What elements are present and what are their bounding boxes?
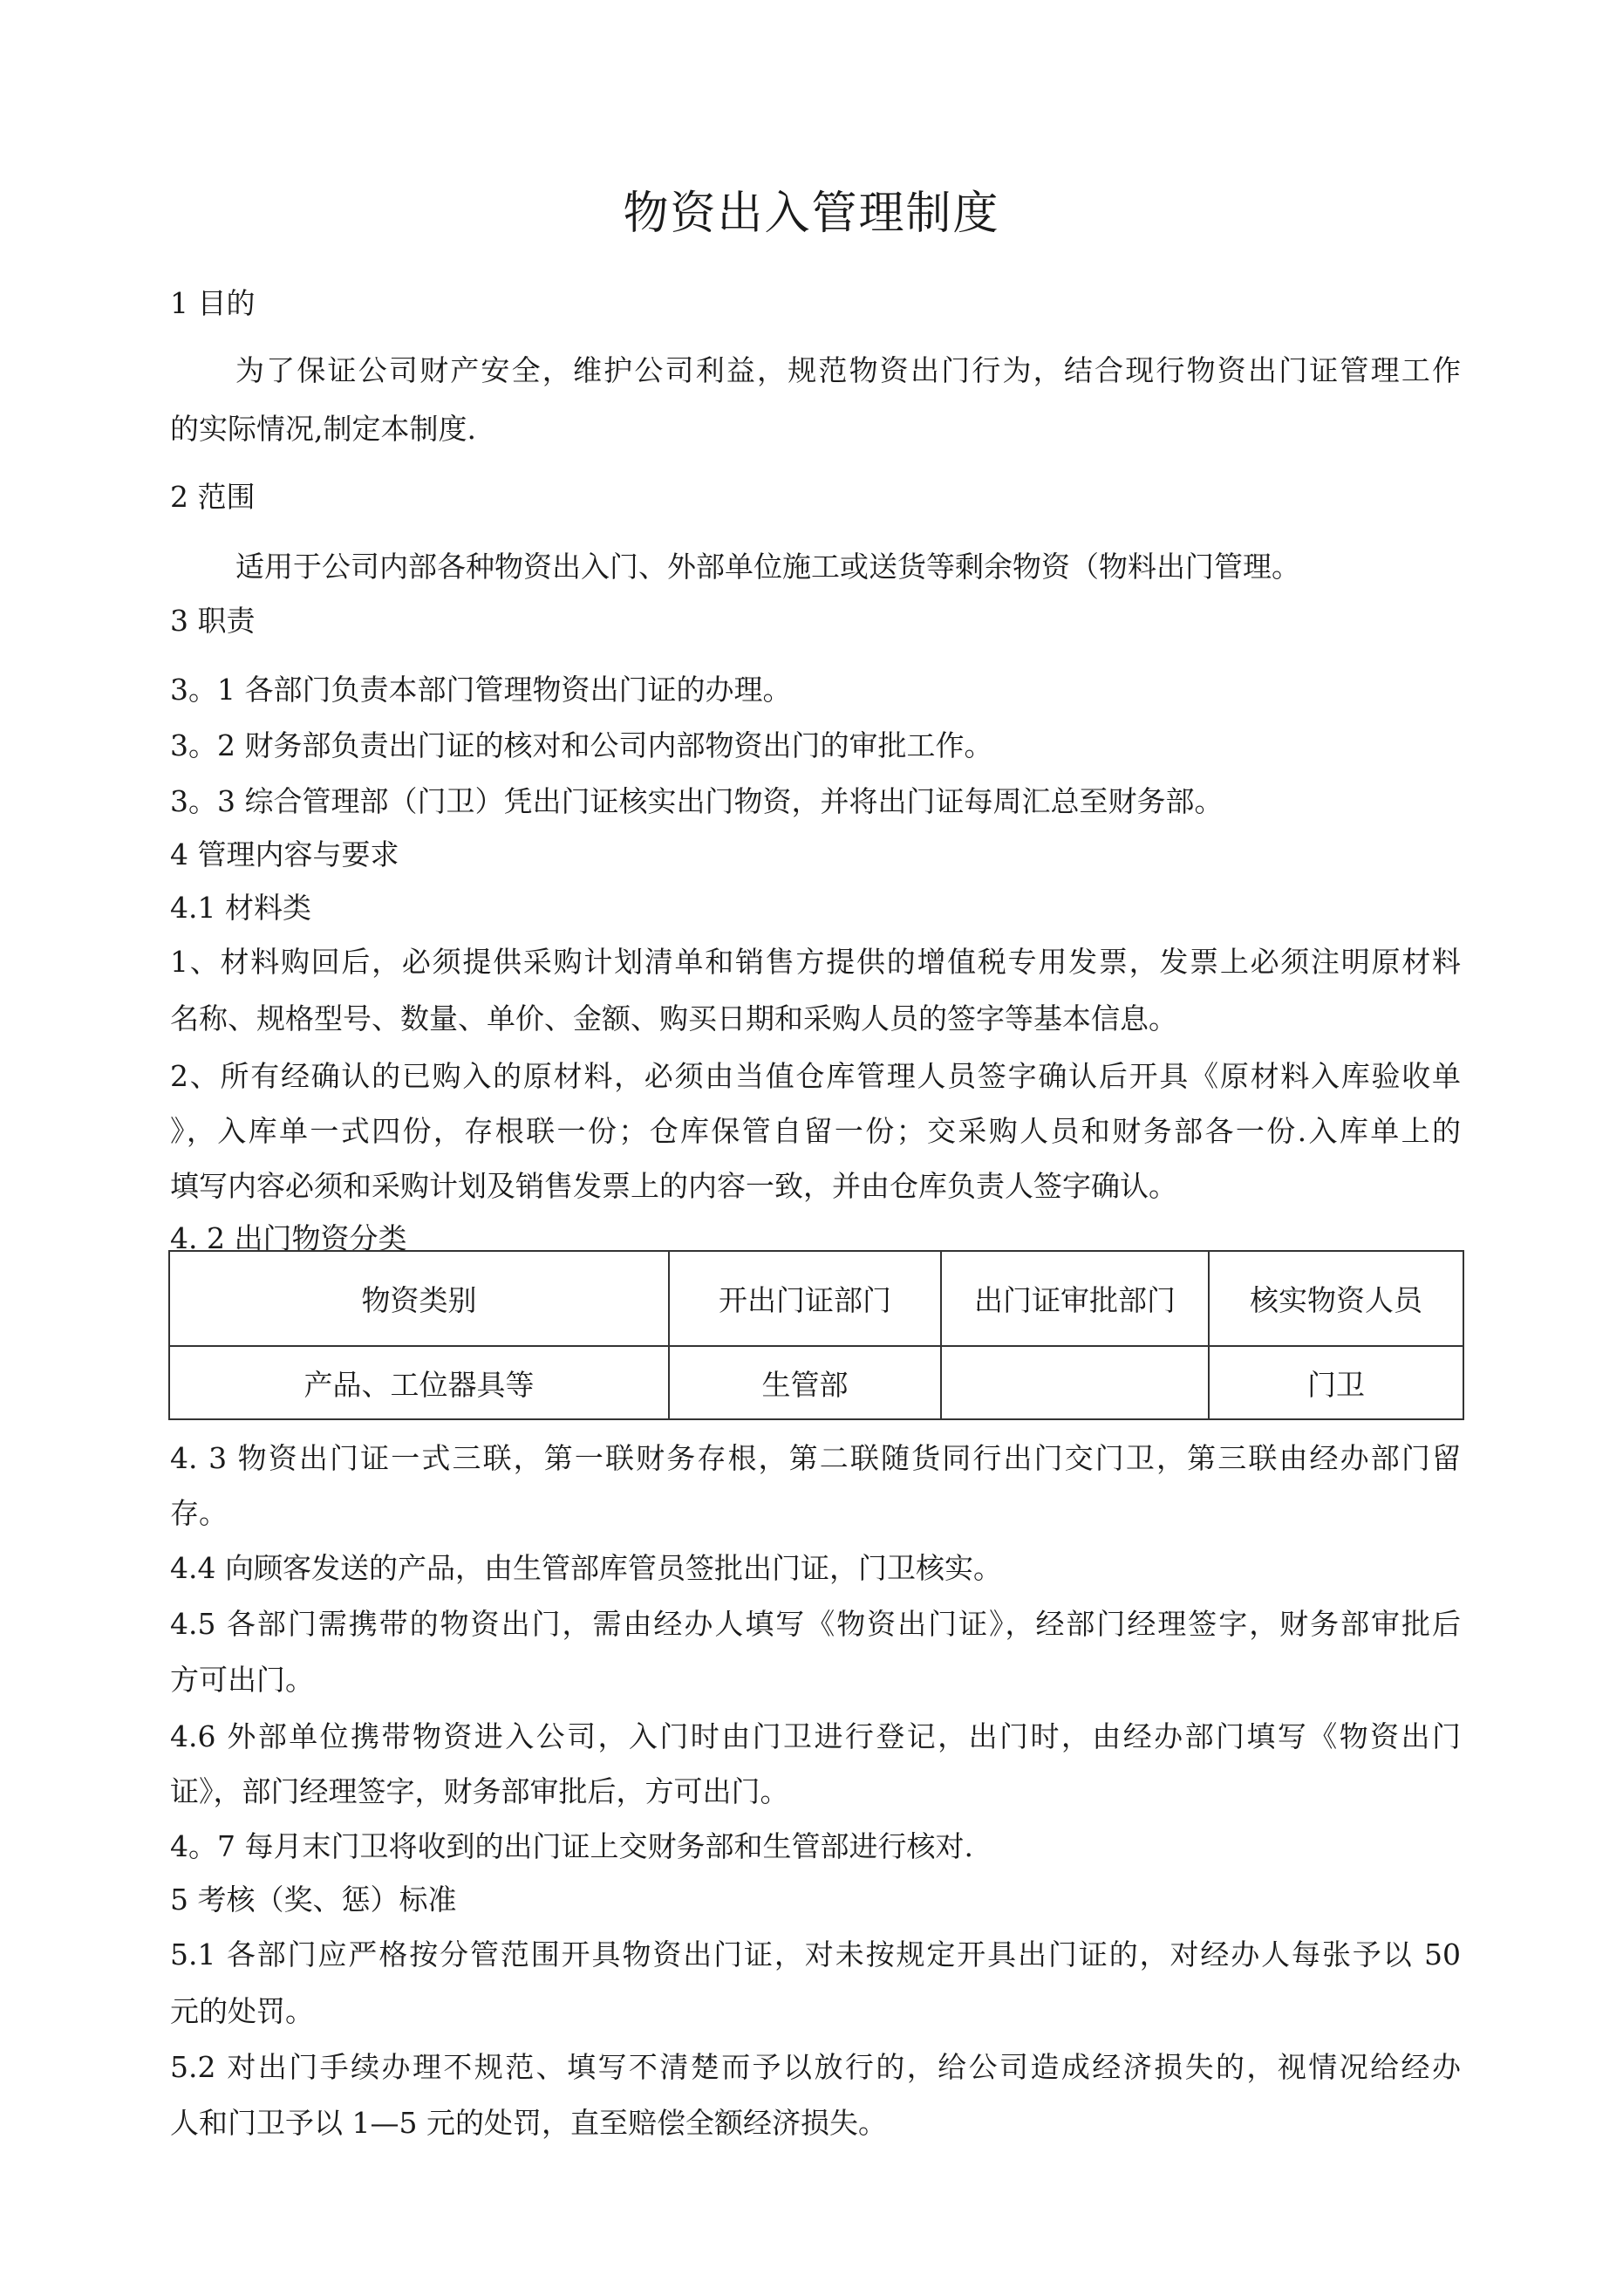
section-4-1-item-2-line-1: 2、所有经确认的已购入的原材料，必须由当值仓库管理人员签字确认后开具《原材料入库验收单 [170,1059,1461,1093]
section-3-heading: 3 职责 [170,604,256,638]
section-4-2-heading: 4. 2 出门物资分类 [170,1221,407,1255]
section-4-5-line-1: 4.5 各部门需携带的物资出门，需由经办人填写《物资出门证》，经部门经理签字，财务部审批后 [170,1607,1461,1641]
table-header-row [169,1251,1463,1346]
section-4-1-heading: 4.1 材料类 [170,891,311,925]
document-title: 物资出入管理制度 [623,188,1000,240]
section-1-paragraph-line-2: 的实际情况,制定本制度. [170,412,476,446]
section-5-1-line-2: 元的处罚。 [170,1994,314,2028]
section-3-2: 3。2 财务部负责出门证的核对和公司内部物资出门的审批工作。 [170,728,993,762]
section-4-3-line-1: 4. 3 物资出门证一式三联，第一联财务存根，第二联随货同行出门交门卫，第三联由经办部门留 [170,1441,1461,1475]
section-5-2-line-1: 5.2 对出门手续办理不规范、填写不清楚而予以放行的，给公司造成经济损失的，视情况给经办 [170,2050,1461,2084]
section-2-paragraph: 适用于公司内部各种物资出入门、外部单位施工或送货等剩余物资（物料出门管理。 [235,550,1300,584]
table-cell [941,1346,1209,1419]
section-4-7: 4。7 每月末门卫将收到的出门证上交财务部和生管部进行核对. [170,1829,973,1863]
section-3-1: 3。1 各部门负责本部门管理物资出门证的办理。 [170,673,792,707]
section-4-3-line-2: 存。 [170,1496,228,1530]
section-4-1-item-2-line-3: 填写内容必须和采购计划及销售发票上的内容一致，并由仓库负责人签字确认。 [170,1169,1177,1203]
table-cell: 产品、工位器具等 [169,1346,669,1419]
section-4-5-line-2: 方可出门。 [170,1663,314,1697]
section-5-1-line-1: 5.1 各部门应严格按分管范围开具物资出门证，对未按规定开具出门证的，对经办人每张予以 50 [170,1937,1461,1971]
material-category-table [168,1250,1464,1420]
section-4-1-item-2-line-2: 》，入库单一式四份，存根联一份；仓库保管自留一份；交采购人员和财务部各一份.入库单上的 [170,1114,1461,1148]
table-header-cell: 开出门证部门 [669,1251,941,1346]
section-2-heading: 2 范围 [170,480,256,514]
section-5-2-line-2: 人和门卫予以 1—5 元的处罚，直至赔偿全额经济损失。 [170,2106,887,2140]
section-1-heading: 1 目的 [170,286,256,320]
table-header-cell: 出门证审批部门 [941,1251,1209,1346]
table-header-cell: 核实物资人员 [1209,1251,1463,1346]
section-4-6-line-1: 4.6 外部单位携带物资进入公司，入门时由门卫进行登记，出门时，由经办部门填写《物资出门 [170,1719,1461,1753]
table-row [169,1346,1463,1419]
section-4-1-item-1-line-2: 名称、规格型号、数量、单价、金额、购买日期和采购人员的签字等基本信息。 [170,1001,1177,1035]
section-4-4: 4.4 向顾客发送的产品，由生管部库管员签批出门证，门卫核实。 [170,1551,1002,1585]
table-cell: 生管部 [669,1346,941,1419]
table-header-cell: 物资类别 [169,1251,669,1346]
table-cell: 门卫 [1209,1346,1463,1419]
section-1-paragraph-line-1: 为了保证公司财产安全，维护公司利益，规范物资出门行为，结合现行物资出门证管理工作 [235,353,1461,387]
section-4-heading: 4 管理内容与要求 [170,837,399,871]
section-4-1-item-1-line-1: 1、材料购回后，必须提供采购计划清单和销售方提供的增值税专用发票，发票上必须注明原材料 [170,945,1461,979]
section-3-3: 3。3 综合管理部（门卫）凭出门证核实出门物资，并将出门证每周汇总至财务部。 [170,784,1224,818]
section-4-6-line-2: 证》，部门经理签字，财务部审批后，方可出门。 [170,1774,789,1808]
section-5-heading: 5 考核（奖、惩）标准 [170,1883,457,1917]
